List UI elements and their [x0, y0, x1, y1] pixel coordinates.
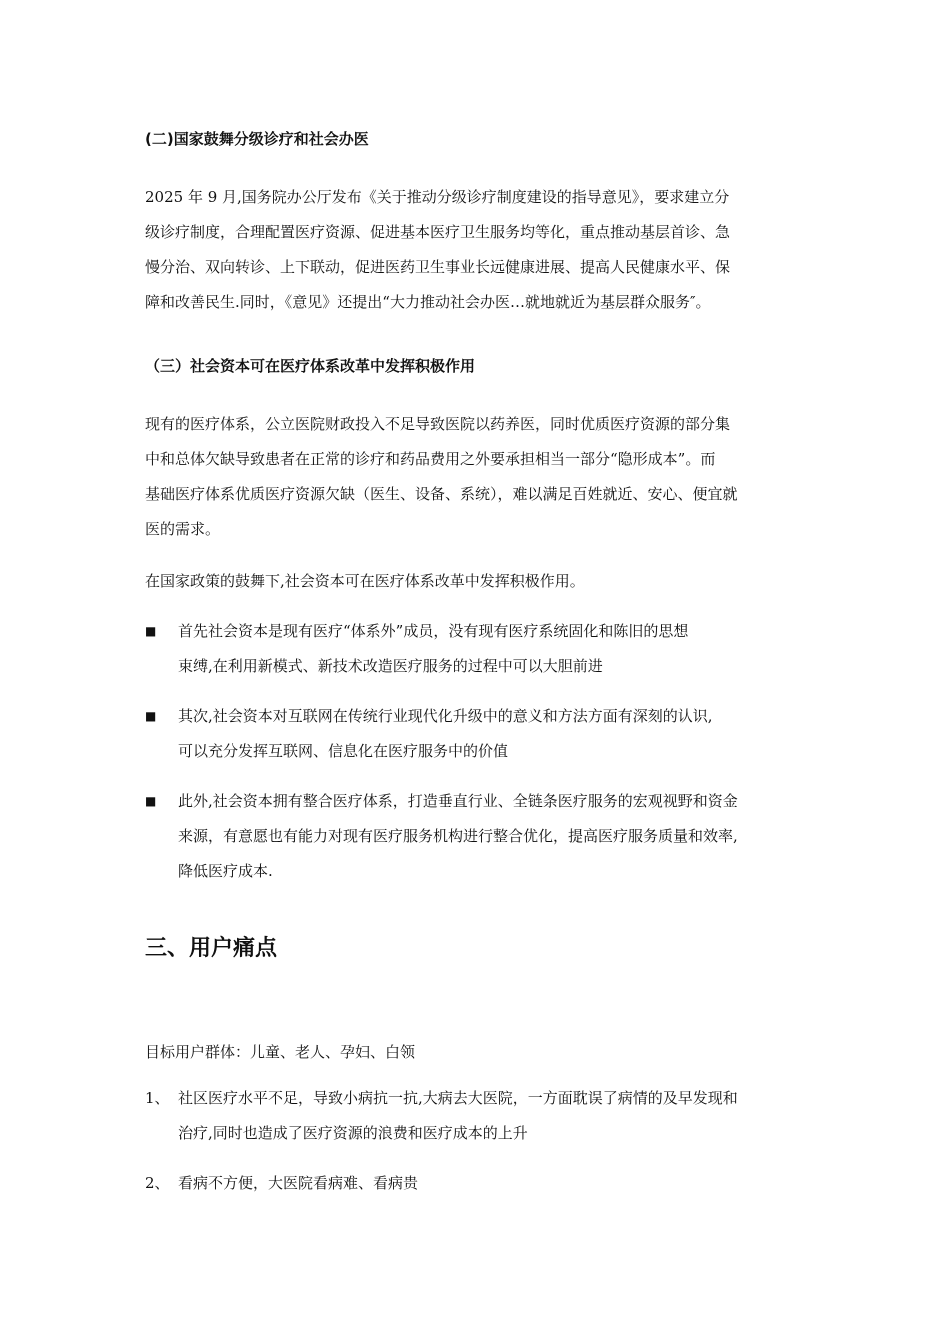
square-bullet-icon: ■: [145, 794, 157, 808]
paragraph-line: 医的需求。: [145, 520, 221, 538]
paragraph-line: 中和总体欠缺导致患者在正常的诊疗和药品费用之外要承担相当一部分“隐形成本”。而: [145, 450, 716, 468]
paragraph-line: 慢分治、双向转诊、上下联动，促进医药卫生事业长远健康进展、提高人民健康水平、保: [145, 258, 731, 276]
section3-paragraph-2: [145, 564, 813, 599]
bullet-line: 可以充分发挥互联网、信息化在医疗服务中的价值: [178, 742, 509, 760]
paragraph-line: 2025 年 9 月,国务院办公厅发布《关于推动分级诊疗制度建设的指导意见》，要求建立分: [145, 188, 730, 206]
paragraph-line: 基础医疗体系优质医疗资源欠缺（医生、设备、系统），难以满足百姓就近、安心、便宜就: [145, 485, 738, 503]
square-bullet-icon: ■: [145, 709, 157, 723]
list-item-text: [178, 1166, 818, 1201]
paragraph-line: 级诊疗制度，合理配置医疗资源、促进基本医疗卫生服务均等化，重点推动基层首诊、急: [145, 223, 731, 241]
bullet-line: 首先社会资本是现有医疗“体系外”成员，没有现有医疗系统固化和陈旧的思想: [178, 622, 689, 640]
bullet-line: 其次,社会资本对互联网在传统行业现代化升级中的意义和方法方面有深刻的认识,: [178, 707, 713, 725]
paragraph-line: 现有的医疗体系，公立医院财政投入不足导致医院以药养医，同时优质医疗资源的部分集: [145, 415, 731, 433]
bullet-text: [178, 699, 818, 769]
bullet-text: [178, 784, 818, 889]
square-bullet-icon: ■: [145, 624, 157, 638]
list-line: 看病不方便，大医院看病难、看病贵: [178, 1174, 419, 1192]
paragraph-line: 目标用户群体：儿童、老人、孕妇、白领: [145, 1043, 416, 1061]
section-heading-3: （三）社会资本可在医疗体系改革中发挥积极作用: [145, 357, 476, 375]
section2-paragraph: [145, 180, 813, 320]
list-line: 社区医疗水平不足，导致小病抗一抗,大病去大医院，一方面耽误了病情的及早发现和: [178, 1089, 738, 1107]
paragraph-line: 在国家政策的鼓舞下,社会资本可在医疗体系改革中发挥积极作用。: [145, 572, 585, 590]
bullet-line: 来源，有意愿也有能力对现有医疗服务机构进行整合优化，提高医疗服务质量和效率,: [178, 827, 738, 845]
paragraph-line: 障和改善民生.同时，《意见》还提出“大力推动社会办医…就地就近为基层群众服务″。: [145, 293, 711, 311]
list-item-text: [178, 1081, 818, 1151]
list-line: 治疗,同时也造成了医疗资源的浪费和医疗成本的上升: [178, 1124, 528, 1142]
section3-paragraph-1: [145, 407, 813, 547]
bullet-text: [178, 614, 818, 684]
chapter-heading-3: 三、用户痛点: [145, 936, 278, 961]
list-number: 2、: [145, 1174, 170, 1192]
bullet-line: 降低医疗成本.: [178, 862, 273, 880]
list-number: 1、: [145, 1089, 170, 1107]
bullet-line: 束缚,在利用新模式、新技术改造医疗服务的过程中可以大胆前进: [178, 657, 603, 675]
target-users-line: [145, 1035, 813, 1070]
bullet-line: 此外,社会资本拥有整合医疗体系，打造垂直行业、全链条医疗服务的宏观视野和资金: [178, 792, 738, 810]
section-heading-2: (二)国家鼓舞分级诊疗和社会办医: [145, 130, 369, 148]
